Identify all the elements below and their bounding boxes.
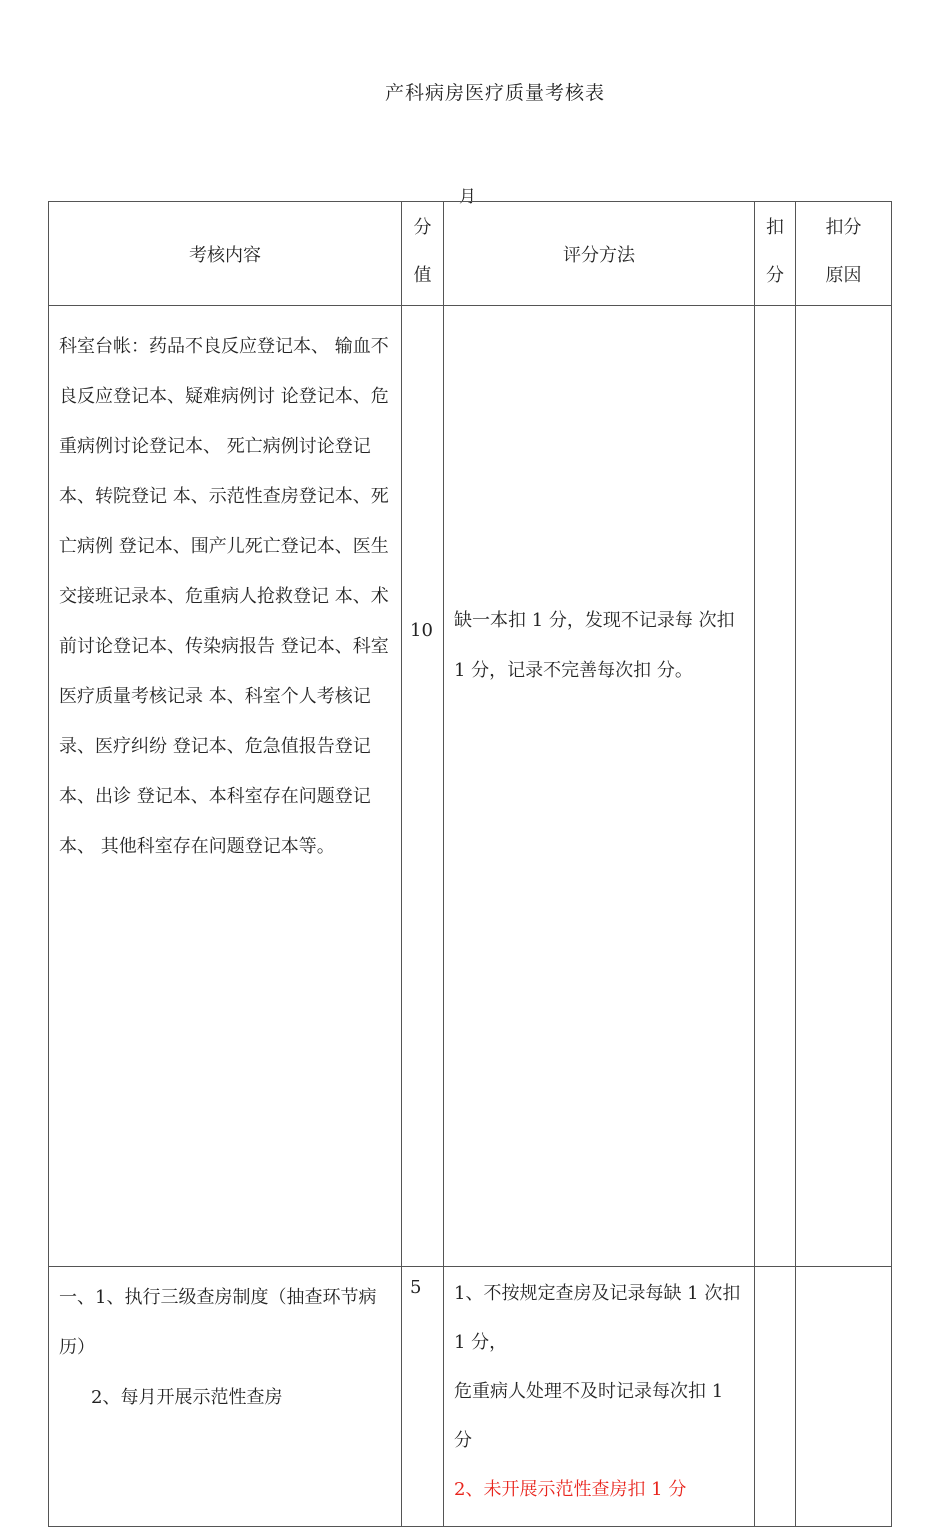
header-reason-line2: 原因 <box>825 265 862 286</box>
row2-score: 5 <box>402 1267 444 1527</box>
header-score <box>402 202 444 306</box>
header-reason <box>796 202 892 306</box>
table-row <box>49 1267 892 1527</box>
row1-method: 缺一本扣 1 分，发现不记录每 次扣 1 分，记录不完善每次扣 分。 <box>444 306 755 1267</box>
row2-method <box>444 1267 755 1527</box>
row2-method-line3: 2、未开展示范性查房扣 1 分 <box>454 1479 687 1500</box>
evaluation-table <box>48 201 892 1527</box>
row2-reason <box>796 1267 892 1527</box>
document-title: 产科病房医疗质量考核表 <box>384 82 605 104</box>
header-deduct <box>755 202 796 306</box>
header-deduct-line2: 分 <box>766 265 784 286</box>
row2-method-line2: 危重病人处理不及时记录每次扣 1 分 <box>454 1381 724 1451</box>
row1-deduct <box>755 306 796 1267</box>
month-label: 月 <box>459 187 476 207</box>
header-method: 评分方法 <box>444 202 755 306</box>
row2-content <box>49 1267 402 1527</box>
row1-content: 科室台帐：药品不良反应登记本、 输血不良反应登记本、疑难病例讨 论登记本、危重病例讨论登记本、 死亡病例讨论登记本、转院登记 本、示范性查房登记本、死亡病例 登记本、围产儿死亡登记本、医生 交接班记录本、危重病人抢救登记 本、术前讨论登记本、传染病报告 登记本、科室医疗质量考核记录 本、科室个人考核记录、医疗纠纷 登记本、危急值报告登记本、出诊 登记本、本科室存在问题登记本、 其他科室存在问题登记本等。 <box>49 306 402 1267</box>
header-score-line2: 值 <box>413 265 432 286</box>
row1-score: 10 <box>402 306 444 1267</box>
header-deduct-line1: 扣 <box>766 217 784 238</box>
row2-deduct <box>755 1267 796 1527</box>
header-content: 考核内容 <box>49 202 402 306</box>
row1-reason <box>796 306 892 1267</box>
table-header-row <box>49 202 892 306</box>
row2-content-line2: 2、每月开展示范性查房 <box>91 1387 283 1408</box>
header-score-line1: 分 <box>413 217 432 238</box>
table-row <box>49 306 892 1267</box>
row2-method-line1: 1、不按规定查房及记录每缺 1 次扣 1 分， <box>454 1283 741 1353</box>
header-reason-line1: 扣分 <box>825 217 862 238</box>
row2-content-line1: 一、1、执行三级查房制度（抽查环节病历） <box>59 1287 377 1358</box>
